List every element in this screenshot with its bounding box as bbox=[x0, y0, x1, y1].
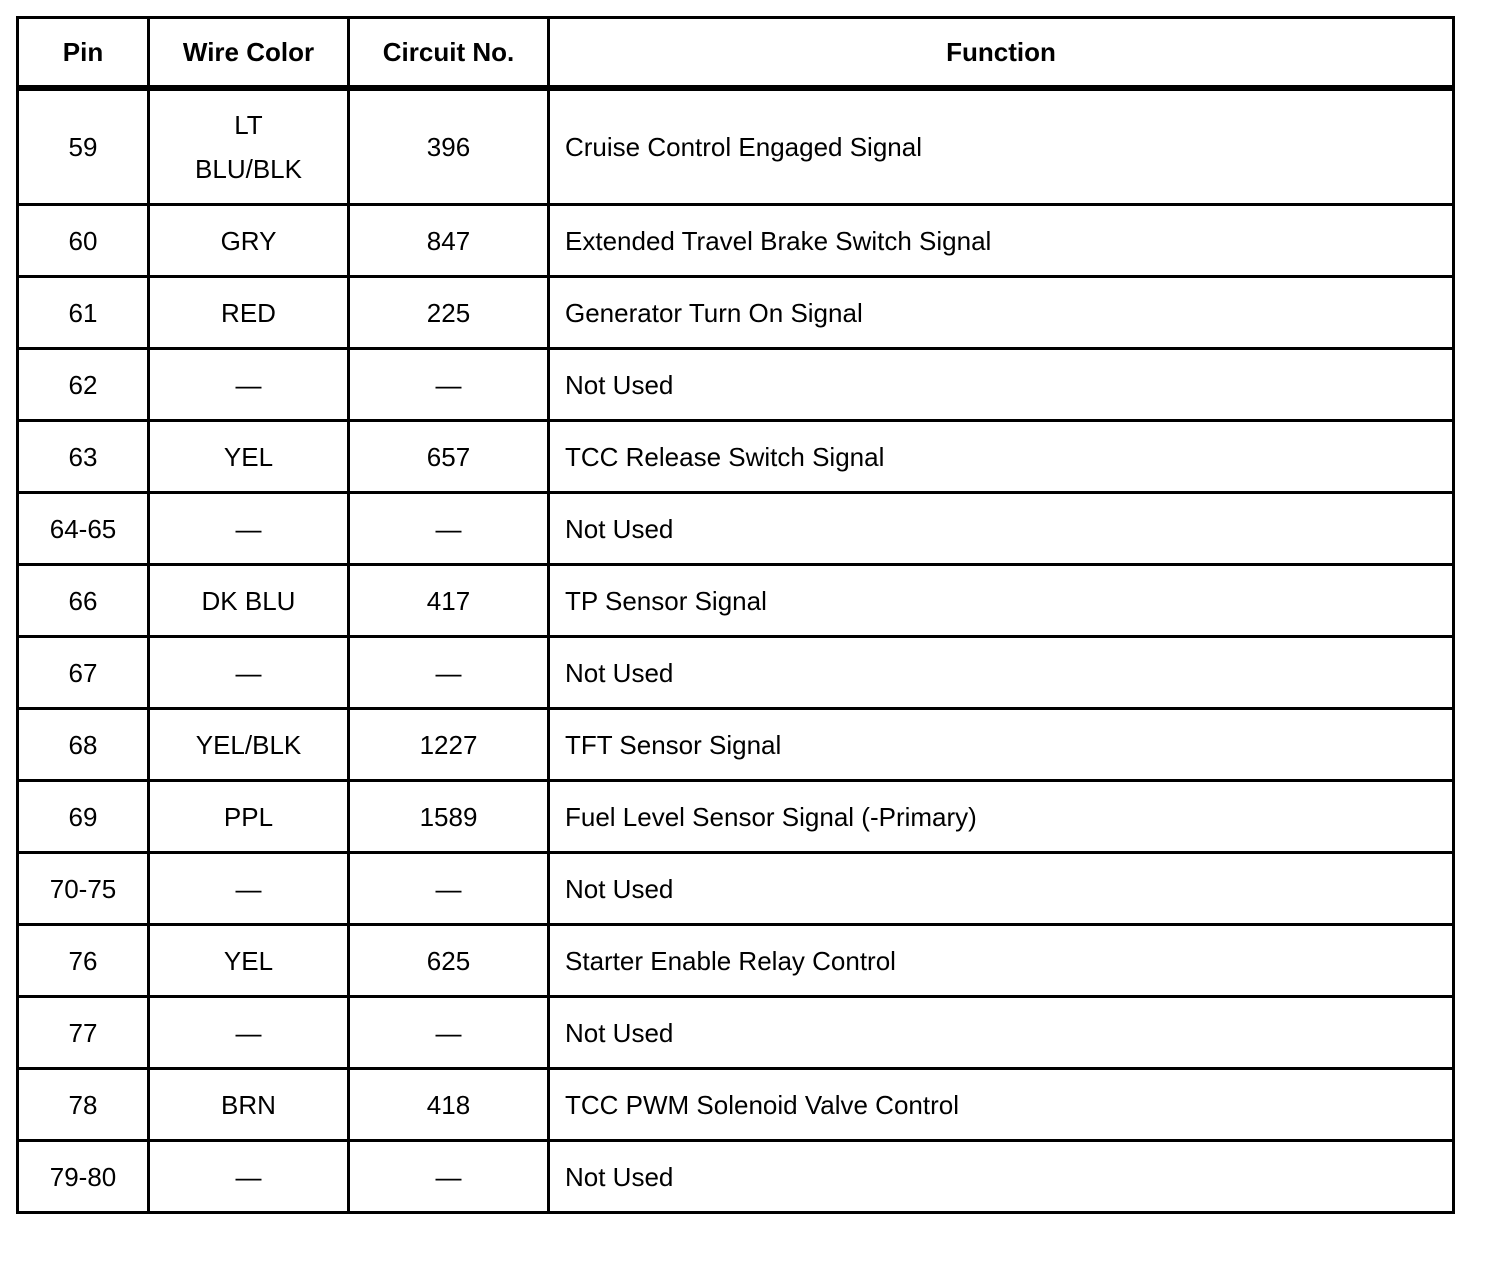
function-cell: Not Used bbox=[549, 637, 1454, 709]
circuit-cell: — bbox=[349, 1141, 549, 1213]
wire-color-cell: RED bbox=[149, 277, 349, 349]
function-cell: Starter Enable Relay Control bbox=[549, 925, 1454, 997]
circuit-cell: — bbox=[349, 493, 549, 565]
table-row bbox=[18, 997, 1454, 1069]
pin-cell: 69 bbox=[18, 781, 149, 853]
pin-cell: 66 bbox=[18, 565, 149, 637]
table-row bbox=[18, 565, 1454, 637]
table-header-row bbox=[18, 18, 1454, 89]
function-cell: TP Sensor Signal bbox=[549, 565, 1454, 637]
pin-cell: 60 bbox=[18, 205, 149, 277]
circuit-cell: 847 bbox=[349, 205, 549, 277]
wire-color-cell: YEL/BLK bbox=[149, 709, 349, 781]
function-cell: Not Used bbox=[549, 997, 1454, 1069]
function-cell: TFT Sensor Signal bbox=[549, 709, 1454, 781]
wire-color-cell: — bbox=[149, 493, 349, 565]
pin-cell: 62 bbox=[18, 349, 149, 421]
pin-cell: 67 bbox=[18, 637, 149, 709]
wire-color-cell: PPL bbox=[149, 781, 349, 853]
circuit-cell: 225 bbox=[349, 277, 549, 349]
wire-color-cell: BRN bbox=[149, 1069, 349, 1141]
circuit-cell: 1589 bbox=[349, 781, 549, 853]
pin-cell: 61 bbox=[18, 277, 149, 349]
pin-cell: 68 bbox=[18, 709, 149, 781]
table-row bbox=[18, 781, 1454, 853]
circuit-cell: 418 bbox=[349, 1069, 549, 1141]
wire-color-cell: GRY bbox=[149, 205, 349, 277]
table-row bbox=[18, 1069, 1454, 1141]
wire-color-cell: YEL bbox=[149, 421, 349, 493]
connector-pinout-table bbox=[16, 16, 1455, 1214]
circuit-cell: — bbox=[349, 637, 549, 709]
wire-color-cell: — bbox=[149, 637, 349, 709]
table-row bbox=[18, 493, 1454, 565]
function-cell: TCC PWM Solenoid Valve Control bbox=[549, 1069, 1454, 1141]
table-row bbox=[18, 88, 1454, 205]
circuit-cell: — bbox=[349, 853, 549, 925]
pin-cell: 78 bbox=[18, 1069, 149, 1141]
pin-cell: 59 bbox=[18, 88, 149, 205]
table-row bbox=[18, 637, 1454, 709]
circuit-cell: — bbox=[349, 349, 549, 421]
wire-color-cell: — bbox=[149, 1141, 349, 1213]
pin-cell: 77 bbox=[18, 997, 149, 1069]
connector-pinout-table-container bbox=[16, 16, 1452, 1214]
table-row bbox=[18, 709, 1454, 781]
header-pin: Pin bbox=[18, 18, 149, 89]
wire-color-cell: YEL bbox=[149, 925, 349, 997]
pin-cell: 63 bbox=[18, 421, 149, 493]
wire-color-line: LT bbox=[234, 110, 263, 140]
function-cell: Not Used bbox=[549, 493, 1454, 565]
function-cell: Cruise Control Engaged Signal bbox=[549, 88, 1454, 205]
function-cell: Not Used bbox=[549, 1141, 1454, 1213]
circuit-cell: 657 bbox=[349, 421, 549, 493]
function-cell: Extended Travel Brake Switch Signal bbox=[549, 205, 1454, 277]
wire-color-cell: — bbox=[149, 853, 349, 925]
table-row bbox=[18, 853, 1454, 925]
function-cell: Generator Turn On Signal bbox=[549, 277, 1454, 349]
header-function: Function bbox=[549, 18, 1454, 89]
circuit-cell: — bbox=[349, 997, 549, 1069]
circuit-cell: 417 bbox=[349, 565, 549, 637]
wire-color-cell: — bbox=[149, 349, 349, 421]
circuit-cell: 625 bbox=[349, 925, 549, 997]
pin-cell: 64-65 bbox=[18, 493, 149, 565]
table-row bbox=[18, 1141, 1454, 1213]
function-cell: Fuel Level Sensor Signal (-Primary) bbox=[549, 781, 1454, 853]
pin-cell: 76 bbox=[18, 925, 149, 997]
wire-color-cell: — bbox=[149, 997, 349, 1069]
table-row bbox=[18, 925, 1454, 997]
table-row bbox=[18, 277, 1454, 349]
wire-color-cell bbox=[149, 88, 349, 205]
wire-color-line: BLU/BLK bbox=[195, 154, 302, 184]
pin-cell: 79-80 bbox=[18, 1141, 149, 1213]
header-circuit-no: Circuit No. bbox=[349, 18, 549, 89]
circuit-cell: 1227 bbox=[349, 709, 549, 781]
table-row bbox=[18, 349, 1454, 421]
function-cell: Not Used bbox=[549, 349, 1454, 421]
table-row bbox=[18, 421, 1454, 493]
table-row bbox=[18, 205, 1454, 277]
pin-cell: 70-75 bbox=[18, 853, 149, 925]
function-cell: TCC Release Switch Signal bbox=[549, 421, 1454, 493]
header-wire-color: Wire Color bbox=[149, 18, 349, 89]
circuit-cell: 396 bbox=[349, 88, 549, 205]
function-cell: Not Used bbox=[549, 853, 1454, 925]
wire-color-cell: DK BLU bbox=[149, 565, 349, 637]
